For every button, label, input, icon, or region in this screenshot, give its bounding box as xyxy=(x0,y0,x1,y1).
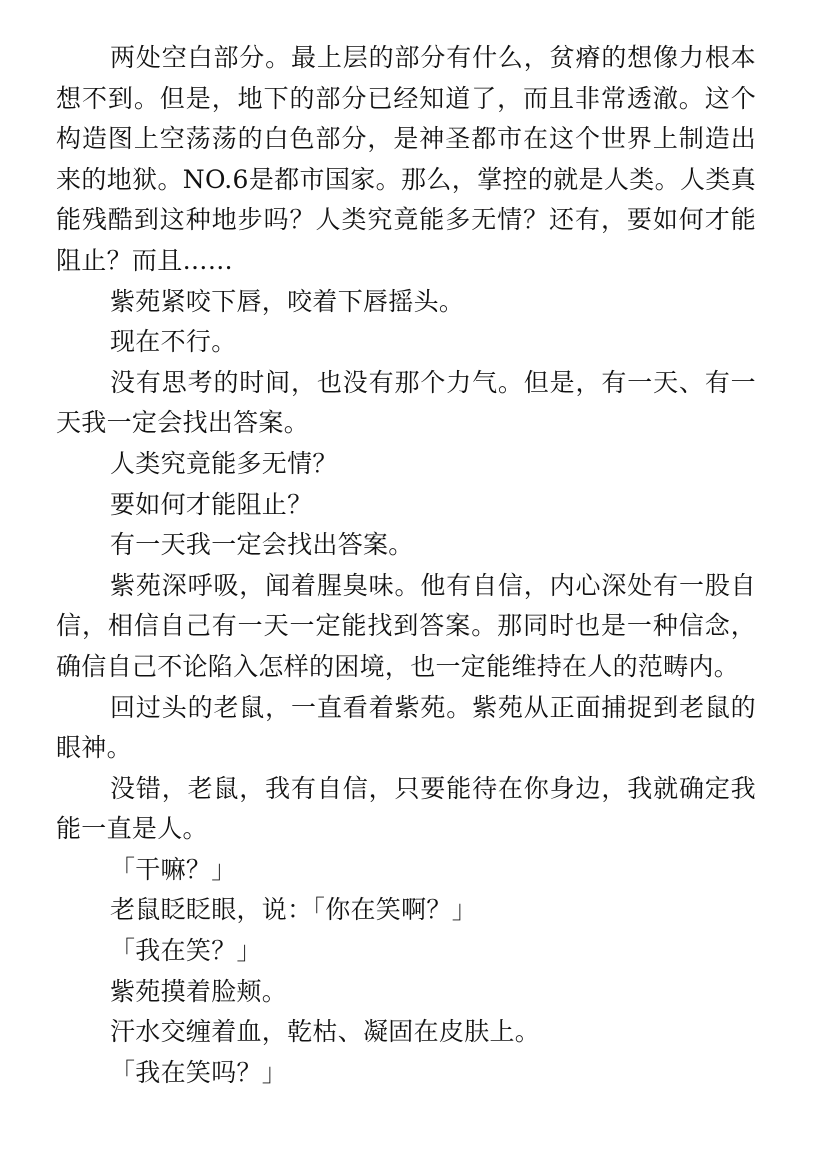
paragraph: 现在不行。 xyxy=(110,327,237,357)
paragraph: 汗水交缠着血，乾枯、凝固在皮肤上。 xyxy=(110,1017,541,1047)
paragraph: 紫苑深呼吸，闻着腥臭味。他有自信，内心深处有一股自信，相信自己有一天一定能找到答案。那同时也是一种信念，确信自己不论陷入怎样的困境，也一定能维持在人的范畴内。 xyxy=(56,570,756,681)
paragraph: 老鼠眨眨眼，说：「你在笑啊？」 xyxy=(110,895,478,925)
dialogue-line: 「干嘛？」 xyxy=(110,854,237,884)
paragraph: 没错，老鼠，我有自信，只要能待在你身边，我就确定我能一直是人。 xyxy=(56,773,756,844)
paragraph: 人类究竟能多无情？ xyxy=(110,448,338,478)
paragraph: 有一天我一定会找出答案。 xyxy=(110,530,414,560)
document-page xyxy=(56,38,756,1093)
paragraph: 紫苑紧咬下唇，咬着下唇摇头。 xyxy=(110,286,465,316)
paragraph: 回过头的老鼠，一直看着紫苑。紫苑从正面捕捉到老鼠的眼神。 xyxy=(56,692,756,763)
dialogue-line: 「我在笑？」 xyxy=(110,936,262,966)
paragraph: 紫苑摸着脸颊。 xyxy=(110,976,288,1006)
paragraph: 两处空白部分。最上层的部分有什么，贫瘠的想像力根本想不到。但是，地下的部分已经知道了，而且非常透澈。这个构造图上空荡荡的白色部分，是神圣都市在这个世界上制造出来的地狱。NO.6是都市国家。那么，掌控的就是人类。人类真能残酷到这种地步吗？人类究竟能多无情？还有，要如何才能阻止？而且…… xyxy=(56,43,756,275)
dialogue-line: 「我在笑吗？」 xyxy=(110,1057,288,1087)
paragraph: 要如何才能阻止？ xyxy=(110,489,313,519)
paragraph: 没有思考的时间，也没有那个力气。但是，有一天、有一天我一定会找出答案。 xyxy=(56,367,756,438)
